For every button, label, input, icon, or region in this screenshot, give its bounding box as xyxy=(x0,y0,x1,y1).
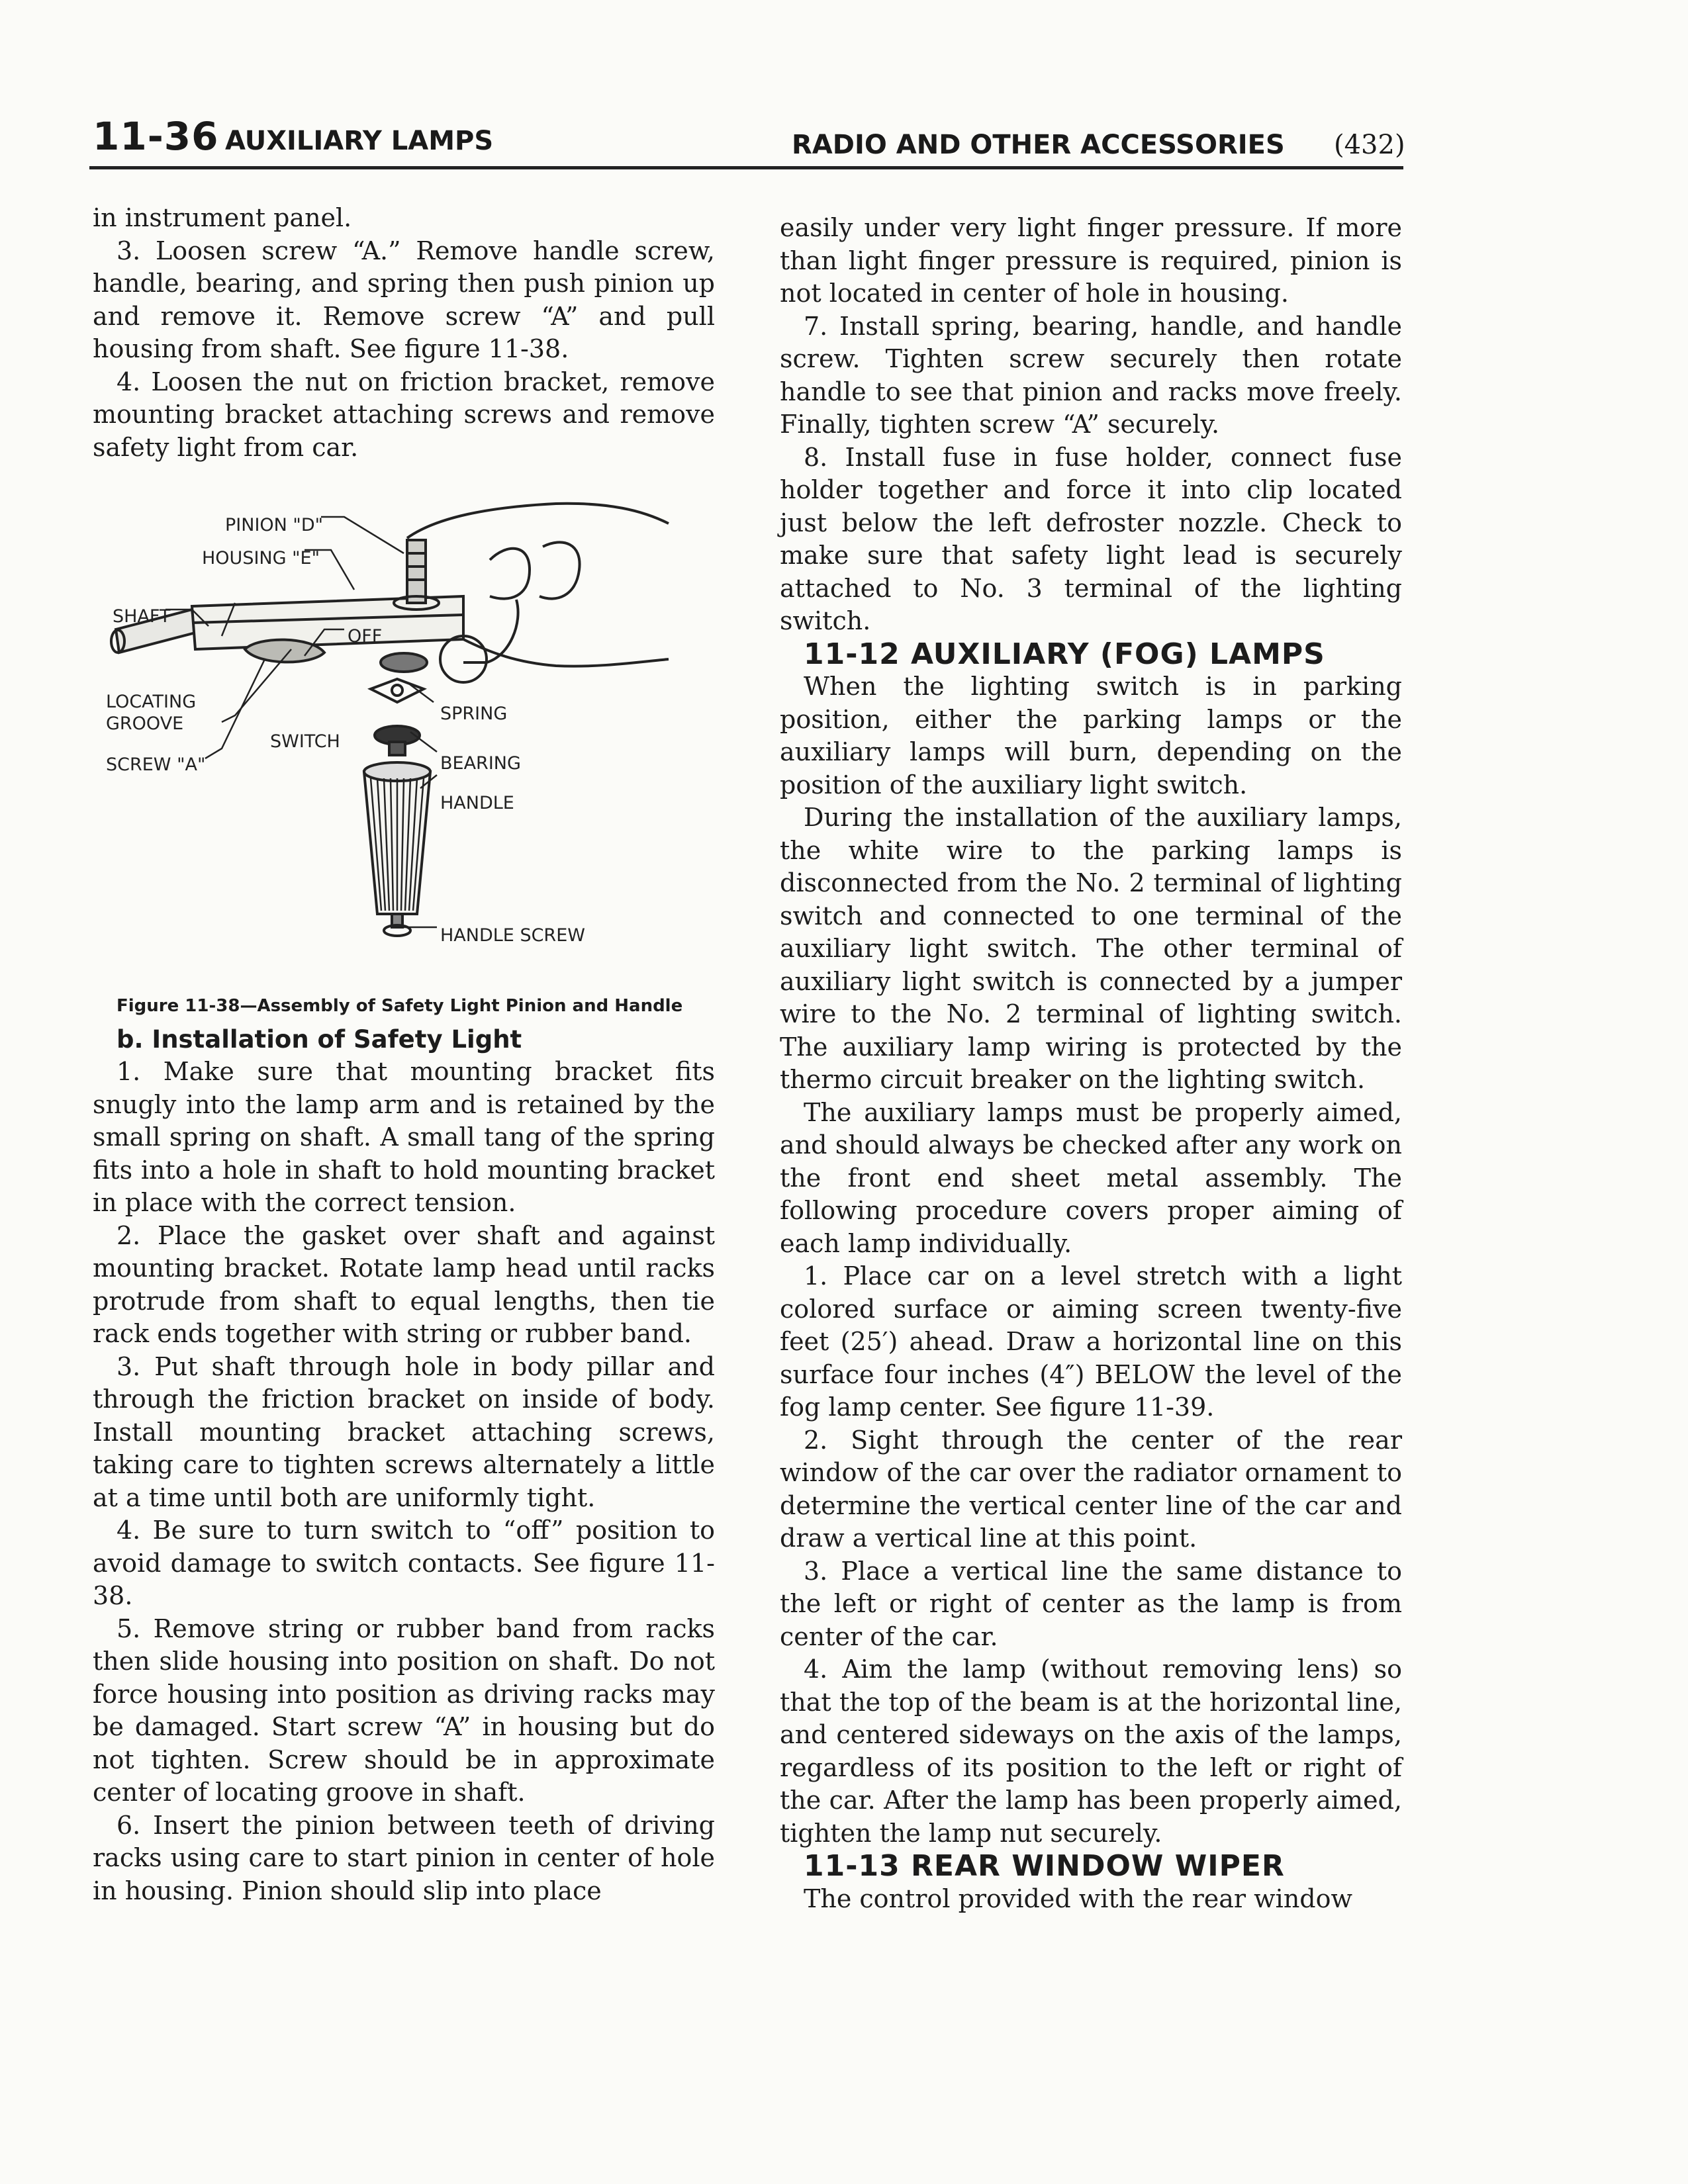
paragraph: easily under very light finger pressure. If more than light finger pressure is required, pinion is not located in center of hole in housing. xyxy=(780,213,1402,308)
paragraph: 4. Be sure to turn switch to “off” position to avoid damage to switch contacts. See figure 11-38. xyxy=(93,1516,715,1610)
paragraph: 3. Loosen screw “A.” Remove handle screw, handle, bearing, and spring then push pinion up and remove it. Remove screw “A” and pull housing from shaft. See figure 11-38. xyxy=(93,236,715,363)
page-number: (432) xyxy=(1334,130,1405,160)
pinion-handle-illustration xyxy=(93,497,715,990)
chapter-title-right: RADIO AND OTHER ACCESSORIES xyxy=(792,130,1285,160)
paragraph: 2. Place the gasket over shaft and against mounting bracket. Rotate lamp head until racks protrude from shaft to equal lengths, then tie rack ends together with string or rubber band. xyxy=(93,1220,715,1348)
label-off: OFF xyxy=(348,626,383,647)
paragraph: 8. Install fuse in fuse holder, connect fuse holder together and force it into clip located just below the left defroster nozzle. Check to make sure that safety light lead is securely attached to No. 3 terminal of the lighting switch. xyxy=(780,442,1402,635)
right-column xyxy=(780,212,1402,1915)
paragraph: 5. Remove string or rubber band from racks then slide housing into position on shaft. Do not force housing into position as driving racks may be damaged. Start screw “A” in housing but do not tighten. Screw should be in approximate center of locating groove in shaft. xyxy=(93,1614,715,1807)
label-pinion: PINION "D" xyxy=(225,515,324,535)
left-column xyxy=(93,202,715,1907)
paragraph: 7. Install spring, bearing, handle, and handle screw. Tighten screw securely then rotate handle to see that pinion and racks move freely. Finally, tighten screw “A” securely. xyxy=(780,311,1402,439)
label-housing: HOUSING "E" xyxy=(202,548,320,569)
label-handle: HANDLE xyxy=(440,793,514,813)
chapter-title-left: AUXILIARY LAMPS xyxy=(225,126,494,156)
label-locating: LOCATING xyxy=(106,692,197,712)
subheading: b. Installation of Safety Light xyxy=(117,1024,522,1054)
label-handle-screw: HANDLE SCREW xyxy=(440,925,585,946)
header-rule xyxy=(89,166,1403,169)
figure-11-38 xyxy=(93,497,715,990)
paragraph: 6. Insert the pinion between teeth of driving racks using care to start pinion in center of hole in housing. Pinion should slip into place xyxy=(93,1810,715,1905)
paragraph: When the lighting switch is in parking position, either the parking lamps or the auxiliary lamps will burn, depending on the position of the auxiliary light switch. xyxy=(780,672,1402,799)
paragraph: 3. Put shaft through hole in body pillar and through the friction bracket on inside of body. Install mounting bracket attaching screws, taking care to tighten screws alternately a little at a time until both are uniformly tight. xyxy=(93,1351,715,1512)
paragraph: The auxiliary lamps must be properly aimed, and should always be checked after any work on the front end sheet metal assembly. The following procedure covers proper aiming of each lamp individually. xyxy=(780,1097,1402,1258)
paragraph: 1. Make sure that mounting bracket fits snugly into the lamp arm and is retained by the small spring on shaft. A small tang of the spring fits into a hole in shaft to hold mounting bracket in place with the correct tension. xyxy=(93,1057,715,1217)
paragraph: in instrument panel. xyxy=(93,203,352,232)
section-heading: 11-12 AUXILIARY (FOG) LAMPS xyxy=(804,637,1325,671)
paragraph: 3. Place a vertical line the same distance to the left or right of center as the lamp is from center of the car. xyxy=(780,1556,1402,1651)
paragraph: During the installation of the auxiliary lamps, the white wire to the parking lamps is disconnected from the No. 2 terminal of lighting switch and connected to one terminal of the auxiliary light switch. The other terminal of auxiliary light switch is connected by a jumper wire to the No. 2 terminal of lighting switch. The auxiliary lamp wiring is protected by the thermo circuit breaker on the lighting switch. xyxy=(780,803,1402,1094)
label-switch: SWITCH xyxy=(270,731,340,752)
paragraph: 1. Place car on a level stretch with a light colored surface or aiming screen twenty-five feet (25′) ahead. Draw a horizontal line on this surface four inches (4″) BELOW the level of the fog lamp center. See figure 11-39. xyxy=(780,1261,1402,1422)
section-heading: 11-13 REAR WINDOW WIPER xyxy=(804,1849,1285,1883)
paragraph: The control provided with the rear window xyxy=(804,1884,1353,1913)
paragraph: 2. Sight through the center of the rear window of the car over the radiator ornament to determine the vertical center line of the car and draw a vertical line at this point. xyxy=(780,1425,1402,1553)
label-spring: SPRING xyxy=(440,704,508,724)
section-number: 11-36 xyxy=(93,114,219,159)
label-shaft: SHAFT xyxy=(113,606,171,627)
paragraph: 4. Aim the lamp (without removing lens) so that the top of the beam is at the horizontal line, and centered sideways on the axis of the lamps, regardless of its position to the left or right of the car. After the lamp has been properly aimed, tighten the lamp nut securely. xyxy=(780,1655,1402,1848)
label-groove: GROOVE xyxy=(106,713,184,734)
label-bearing: BEARING xyxy=(440,753,521,774)
paragraph: 4. Loosen the nut on friction bracket, remove mounting bracket attaching screws and remove safety light from car. xyxy=(93,367,715,462)
figure-caption: Figure 11-38—Assembly of Safety Light Pinion and Handle xyxy=(117,996,683,1016)
label-screw-a: SCREW "A" xyxy=(106,754,206,775)
